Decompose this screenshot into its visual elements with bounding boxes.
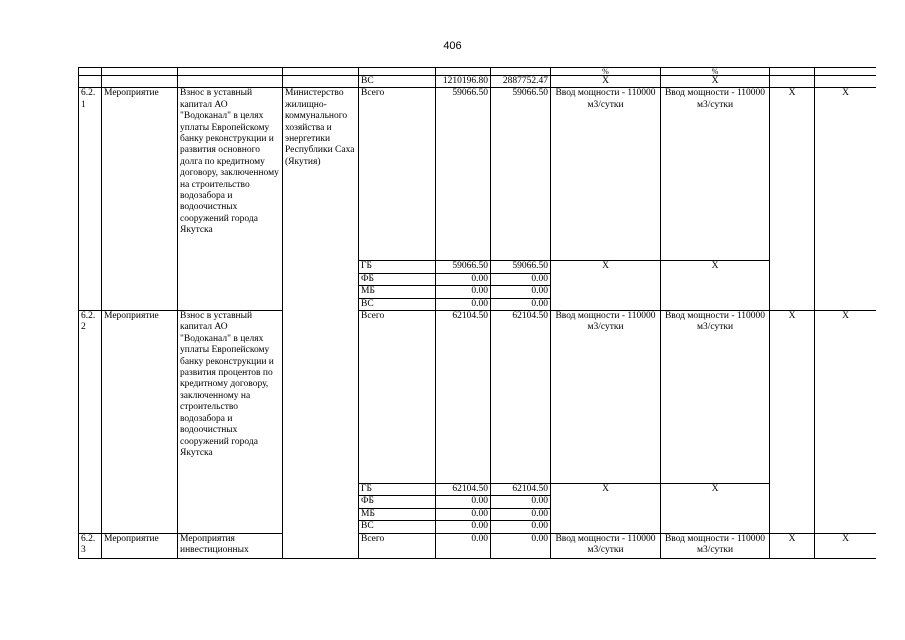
value-cell: 59066.50: [491, 88, 551, 261]
table-row: [79, 533, 877, 558]
value-cell: 0.00: [436, 508, 491, 520]
value-cell: [491, 68, 551, 76]
event-name: Взнос в уставный капитал АО "Водоканал" в целях уплаты Европейскому банку реконструкции и развития процентов по кредитному договору, заключенному на строительство водозабора и водоочистных сооружений города Якутска: [178, 311, 283, 534]
table-row: [79, 88, 877, 261]
indicator-cell: Ввод мощности - 110000 м3/сутки: [551, 311, 661, 484]
source-cell: МБ: [359, 286, 436, 298]
value-cell: 0.00: [436, 298, 491, 310]
value-cell: 62104.50: [436, 484, 491, 496]
event-code: 6.2.1: [79, 88, 102, 311]
table-row: [79, 311, 877, 484]
value-cell: 0.00: [491, 496, 551, 508]
mark-cell: Х: [815, 533, 877, 558]
indicator-cell: Ввод мощности - 110000 м3/сутки: [551, 88, 661, 261]
indicator-cell: %: [551, 68, 661, 76]
value-cell: 0.00: [436, 521, 491, 533]
page-number: 406: [443, 40, 462, 52]
source-cell: [359, 68, 436, 76]
value-cell: 0.00: [436, 286, 491, 298]
value-cell: 0.00: [491, 273, 551, 285]
value-cell: 0.00: [436, 533, 491, 558]
source-cell: ГБ: [359, 261, 436, 273]
indicator-cell: Х: [551, 484, 661, 534]
event-name: Взнос в уставный капитал АО "Водоканал" в целях уплаты Европейскому банку реконструкции и развития основного долга по кредитному договору, заключенному на строительство водозабора и водоочистных сооружений города Якутска: [178, 88, 283, 311]
indicator-cell: Х: [661, 76, 770, 88]
value-cell: 0.00: [436, 496, 491, 508]
value-cell: 0.00: [491, 298, 551, 310]
indicator-cell: Х: [551, 76, 661, 88]
document-table-container: [78, 67, 876, 598]
event-code: 6.2.2: [79, 311, 102, 534]
table-row: [79, 68, 877, 76]
program-events-table: [78, 67, 876, 559]
source-cell: Всего: [359, 533, 436, 558]
value-cell: 59066.50: [491, 261, 551, 273]
value-cell: [436, 68, 491, 76]
value-cell: 62104.50: [436, 311, 491, 484]
event-name: Мероприятия инвестиционных: [178, 533, 283, 558]
source-cell: Всего: [359, 88, 436, 261]
value-cell: 1210196.80: [436, 76, 491, 88]
indicator-cell: %: [661, 68, 770, 76]
value-cell: 59066.50: [436, 261, 491, 273]
value-cell: 0.00: [491, 508, 551, 520]
value-cell: 0.00: [491, 533, 551, 558]
value-cell: 2887752.47: [491, 76, 551, 88]
mark-cell: Х: [770, 533, 815, 558]
event-type: Мероприятие: [102, 533, 178, 558]
mark-cell: Х: [815, 88, 877, 311]
value-cell: 0.00: [491, 521, 551, 533]
indicator-cell: Ввод мощности - 110000 м3/сутки: [551, 533, 661, 558]
event-type: Мероприятие: [102, 311, 178, 534]
indicator-cell: Х: [551, 261, 661, 311]
value-cell: 0.00: [436, 273, 491, 285]
source-cell: ВС: [359, 521, 436, 533]
source-cell: ГБ: [359, 484, 436, 496]
indicator-cell: Х: [661, 261, 770, 311]
indicator-cell: Х: [661, 484, 770, 534]
value-cell: 62104.50: [491, 311, 551, 484]
source-cell: Всего: [359, 311, 436, 484]
source-cell: ВС: [359, 298, 436, 310]
table-row: [79, 76, 877, 88]
mark-cell: Х: [770, 88, 815, 311]
source-cell: ВС: [359, 76, 436, 88]
event-code: 6.2.3: [79, 533, 102, 558]
indicator-cell: Ввод мощности - 110000 м3/сутки: [661, 533, 770, 558]
value-cell: 59066.50: [436, 88, 491, 261]
source-cell: ФБ: [359, 273, 436, 285]
indicator-cell: Ввод мощности - 110000 м3/сутки: [661, 88, 770, 261]
value-cell: 62104.50: [491, 484, 551, 496]
event-type: Мероприятие: [102, 88, 178, 311]
mark-cell: Х: [815, 311, 877, 534]
mark-cell: Х: [770, 311, 815, 534]
value-cell: 0.00: [491, 286, 551, 298]
event-executor: Министерство жилищно-коммунального хозяйства и энергетики Республики Саха (Якутия): [283, 88, 359, 558]
source-cell: ФБ: [359, 496, 436, 508]
source-cell: МБ: [359, 508, 436, 520]
indicator-cell: Ввод мощности - 110000 м3/сутки: [661, 311, 770, 484]
